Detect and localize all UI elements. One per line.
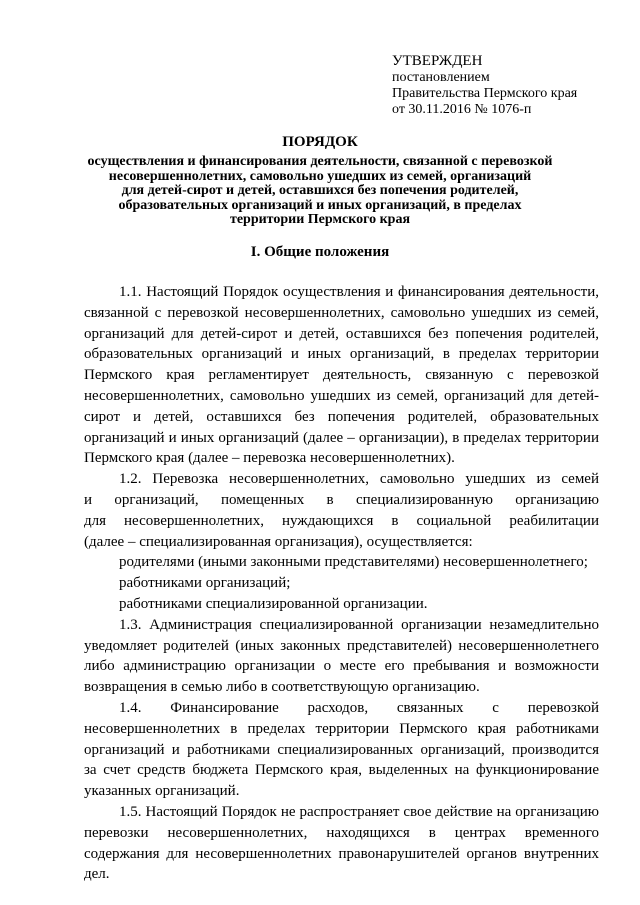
section-heading: I. Общие положения: [250, 244, 390, 260]
subtitle-line: территории Пермского края: [229, 212, 411, 227]
text-line: 1.5. Настоящий Порядок не распространяет свое действие на организацию: [119, 803, 599, 820]
text-line: несовершеннолетних в пределах территории Пермского края работниками: [84, 720, 599, 737]
text-line: образовательных организаций и иных организаций, в пределах территории: [84, 346, 599, 363]
text-line: Пермского края регламентирует деятельность, связанную с перевозкой: [84, 367, 599, 384]
list-item: [84, 552, 599, 573]
paragraph-1-3: [84, 615, 599, 698]
text-line: сирот и детей, оставшихся без попечения родителей, образовательных: [84, 408, 599, 425]
text-line: организаций для детей-сирот и детей, оставшихся без попечения родителей,: [84, 325, 599, 342]
text-line: указанных организаций.: [84, 783, 240, 800]
list-item: [84, 573, 599, 594]
subtitle-line: несовершеннолетних, самовольно ушедших из семей, организаций: [108, 168, 532, 184]
text-line: за счет средств бюджета Пермского края, выделенных на функционирование: [84, 762, 599, 779]
approval-stamp: [392, 52, 622, 118]
text-line: для несовершеннолетних, нуждающихся в социальной реабилитации: [84, 512, 599, 529]
document-title: ПОРЯДОК: [282, 134, 358, 150]
text-line: (далее – специализированная организация), осуществляется:: [84, 533, 473, 550]
approval-line-2: Правительства Пермского края: [392, 86, 578, 101]
subtitle-line: образовательных организаций и иных организаций, в пределах: [118, 197, 522, 213]
paragraph-1-5: [84, 802, 599, 885]
approval-line-1: постановлением: [392, 70, 490, 85]
paragraph-1-2: [84, 469, 599, 552]
text-line: работниками организаций;: [119, 575, 291, 592]
approval-heading: УТВЕРЖДЕН: [392, 53, 483, 69]
text-line: Пермского края (далее – перевозка несовершеннолетних).: [84, 450, 455, 467]
text-line: содержания для несовершеннолетних правонарушителей органов внутренних: [84, 845, 599, 862]
text-line: 1.2. Перевозка несовершеннолетних, самовольно ушедших из семей: [119, 471, 599, 488]
text-line: уведомляет родителей (иных законных представителей) несовершеннолетнего: [84, 637, 599, 654]
document-body: [84, 282, 599, 885]
text-line: 1.1. Настоящий Порядок осуществления и финансирования деятельности,: [119, 284, 599, 300]
text-line: работниками специализированной организации.: [119, 595, 428, 612]
text-line: организаций и работниками специализированных организаций, производится: [84, 741, 599, 758]
text-line: связанной с перевозкой несовершеннолетних, самовольно ушедших из семей,: [84, 304, 599, 321]
text-line: перевозки несовершеннолетних, находящихся в центрах временного: [84, 824, 599, 841]
text-line: организаций и иных организаций (далее – организации), в пределах территории: [84, 429, 599, 446]
text-line: родителями (иными законными представителями) несовершеннолетнего;: [119, 554, 588, 571]
text-line: возвращения в семью либо в соответствующую организацию.: [84, 679, 480, 696]
approval-line-3: от 30.11.2016 № 1076-п: [392, 102, 532, 117]
text-line: либо администрацию организации о месте его пребывания и возможности: [84, 658, 599, 675]
document-subtitle: [80, 155, 560, 228]
paragraph-1-4: [84, 698, 599, 802]
subtitle-line: для детей-сирот и детей, оставшихся без попечения родителей,: [121, 183, 519, 198]
paragraph-1-1: [84, 282, 599, 469]
subtitle-line: осуществления и финансирования деятельности, связанной с перевозкой: [87, 154, 553, 169]
text-line: дел.: [84, 866, 110, 883]
list-item: [84, 594, 599, 615]
text-line: 1.4. Финансирование расходов, связанных с перевозкой: [119, 699, 599, 716]
text-line: и организаций, помещенных в специализированную организацию: [84, 491, 599, 508]
text-line: несовершеннолетних, самовольно ушедших из семей, организаций для детей-: [84, 387, 599, 404]
text-line: 1.3. Администрация специализированной организации незамедлительно: [119, 616, 599, 633]
